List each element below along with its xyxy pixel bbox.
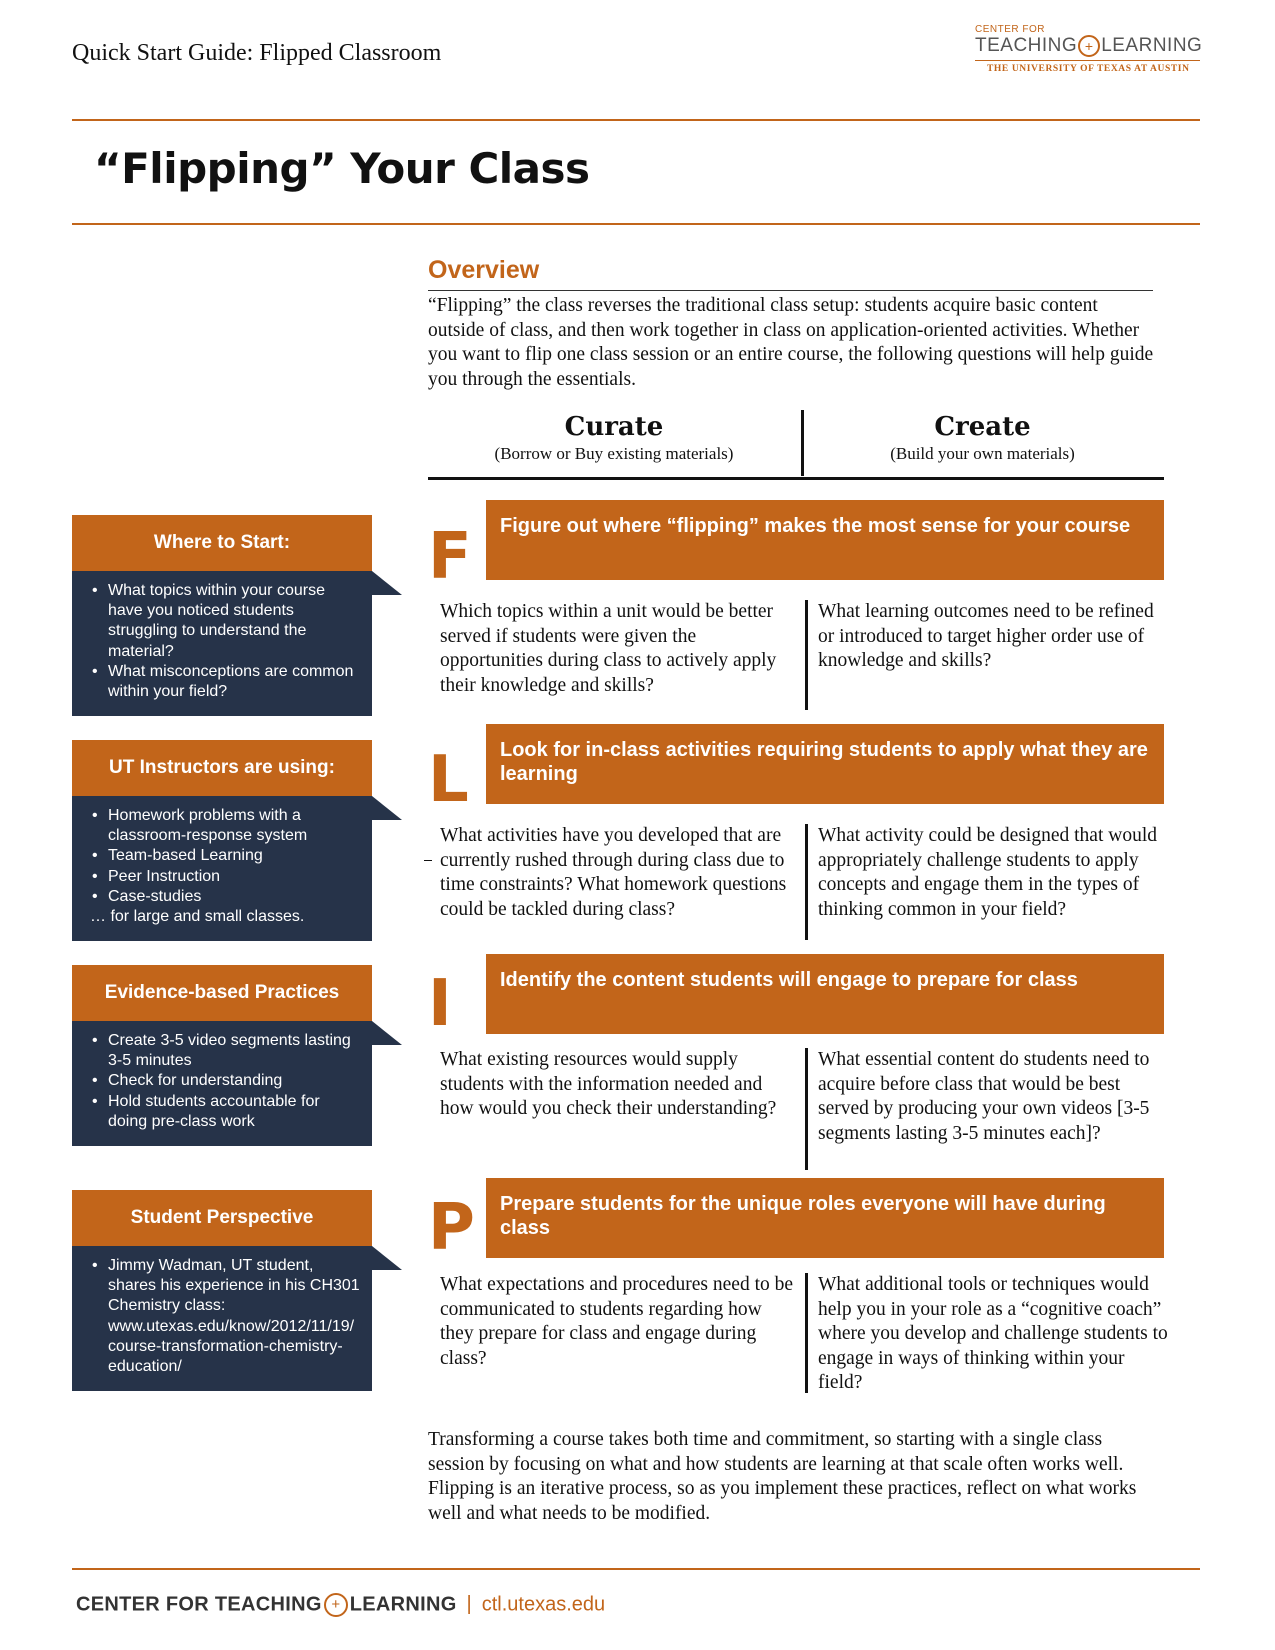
plus-circle-icon: + [1078,35,1100,57]
list-item: • Team-based Learning [90,846,360,866]
logo-rule [975,60,1200,61]
create-column-header [805,412,1160,464]
sidebar-box-body [72,1021,372,1146]
list-item: • Check for understanding [90,1071,360,1091]
curate-question-f: Which topics within a unit would be better served if students were given the opportunities during class to actively apply their knowledge and skills? [440,601,777,696]
create-question-f: What learning outcomes need to be refined or introduced to target higher order use of knowledge and skills? [818,601,1154,671]
list-item: • Create 3-5 video segments lasting 3-5 minutes [90,1031,360,1071]
section-banner-i: Identify the content students will engage to prepare for class [486,954,1164,1034]
title-divider [72,223,1200,225]
section-banner-l: Look for in-class activities requiring students to apply what they are learning [486,724,1164,804]
curate-question-l: What activities have you developed that are currently rushed through during class due to time constraints? What homework questions could be tackled during class? [440,825,787,920]
column-divider [801,410,804,476]
ctl-logo [975,24,1205,74]
section-letter-l: L [428,743,469,817]
section-divider-f [805,600,808,710]
create-title: Create [934,412,1031,442]
pointer-notch [372,1246,402,1270]
section-letter-f: F [428,520,472,594]
logo-teaching: TEACHING [975,35,1078,57]
logo-learning: LEARNING [1101,35,1203,57]
sidebar-box-where-to-start [72,515,372,716]
overview-rule [428,290,1153,291]
section-letter-p: P [428,1191,475,1265]
create-question-l: What activity could be designed that would appropriately challenge students to apply concepts and engage them in the types of thinking common in your field? [818,825,1157,920]
sidebar-box-header-text: UT Instructors are using: [109,757,335,778]
create-question-p: What additional tools or techniques would help you in your role as a “cognitive coach” where you develop and challenge students to engage in ways of thinking within your field? [818,1274,1168,1393]
sidebar-box-body [72,1246,372,1391]
curate-title: Curate [564,412,664,442]
logo-main-text [975,35,1205,57]
list-item: • Homework problems with a classroom-response system [90,806,360,846]
section-banner-f: Figure out where “flipping” makes the most sense for your course [486,500,1164,580]
sidebar-box-header-text: Student Perspective [130,1207,314,1228]
sidebar-box-body [72,796,372,941]
list-item: • Hold students accountable for doing pre-class work [90,1092,360,1132]
sidebar-box-header-text: Evidence-based Practices [104,982,340,1003]
stray-dash [424,860,432,861]
sidebar-box-header-text: Where to Start: [153,532,291,553]
sidebar-box-ut-instructors [72,740,372,941]
footer-separator: | [466,1593,472,1616]
curate-question-i: What existing resources would supply students with the information needed and how would you check their understanding? [440,1049,777,1119]
section-divider-l [805,824,808,940]
guide-title: Quick Start Guide: Flipped Classroom [72,40,442,66]
list-item: • What misconceptions are common within your field? [90,662,360,702]
plus-circle-icon: + [324,1593,348,1617]
sidebar-box-body [72,571,372,716]
curate-subtitle: (Borrow or Buy existing materials) [494,444,734,463]
sidebar-box-evidence-based [72,965,372,1146]
list-item: • Case-studies [90,887,360,907]
curate-question-p: What expectations and procedures need to be communicated to students regarding how they prepare for class and engage during class? [440,1274,794,1369]
footer-url-link[interactable]: ctl.utexas.edu [481,1593,606,1616]
overview-heading: Overview [428,256,540,284]
section-letter-i: I [428,967,452,1041]
footer [76,1593,605,1617]
sidebar-box-header [72,515,372,571]
section-divider-p [805,1273,808,1393]
footer-name-right: LEARNING [349,1593,457,1616]
create-question-i: What essential content do students need to acquire before class that would be best served by producing your own videos [3-5 segments lasting 3-5 minutes each]? [818,1049,1150,1144]
section-divider-i [805,1048,808,1170]
logo-university: THE UNIVERSITY OF TEXAS AT AUSTIN [987,64,1190,75]
sidebar-box-header [72,1190,372,1246]
create-subtitle: (Build your own materials) [890,444,1075,463]
sidebar-box-header [72,965,372,1021]
logo-small-text: CENTER FOR [975,24,1045,35]
sidebar-box-student-perspective [72,1190,372,1391]
closing-paragraph: Transforming a course takes both time and commitment, so starting with a single class session by focusing on what and how students are learning at that scale often works well. Flipping is an iterative process, so as you implement these practices, reflect on what works well and what needs to be modified. [428,1429,1137,1524]
list-tail: … for large and small classes. [90,908,305,926]
curate-column-header [428,412,800,464]
list-item: • Jimmy Wadman, UT student, shares his experience in his CH301 Chemistry class: www.utexas.edu/know/2012/11/19/course-transformation-chemistry-education/ [90,1256,360,1377]
footer-divider [72,1568,1200,1570]
list-item: • What topics within your course have you noticed students struggling to understand the material? [90,581,360,662]
footer-name-left: CENTER FOR TEACHING [76,1593,322,1616]
sidebar-box-header [72,740,372,796]
pointer-notch [372,571,402,595]
page-title: “Flipping” Your Class [94,144,590,193]
section-banner-p: Prepare students for the unique roles everyone will have during class [486,1178,1164,1258]
column-header-underline [428,477,1164,480]
list-item: • Peer Instruction [90,867,360,887]
overview-text: “Flipping” the class reverses the traditional class setup: students acquire basic content outside of class, and then work together in class on application-oriented activities. Whether you want to flip one class session or an entire course, the following questions will help guide you through the essentials. [428,295,1154,390]
pointer-notch [372,796,402,820]
top-divider [72,119,1200,121]
pointer-notch [372,1021,402,1045]
